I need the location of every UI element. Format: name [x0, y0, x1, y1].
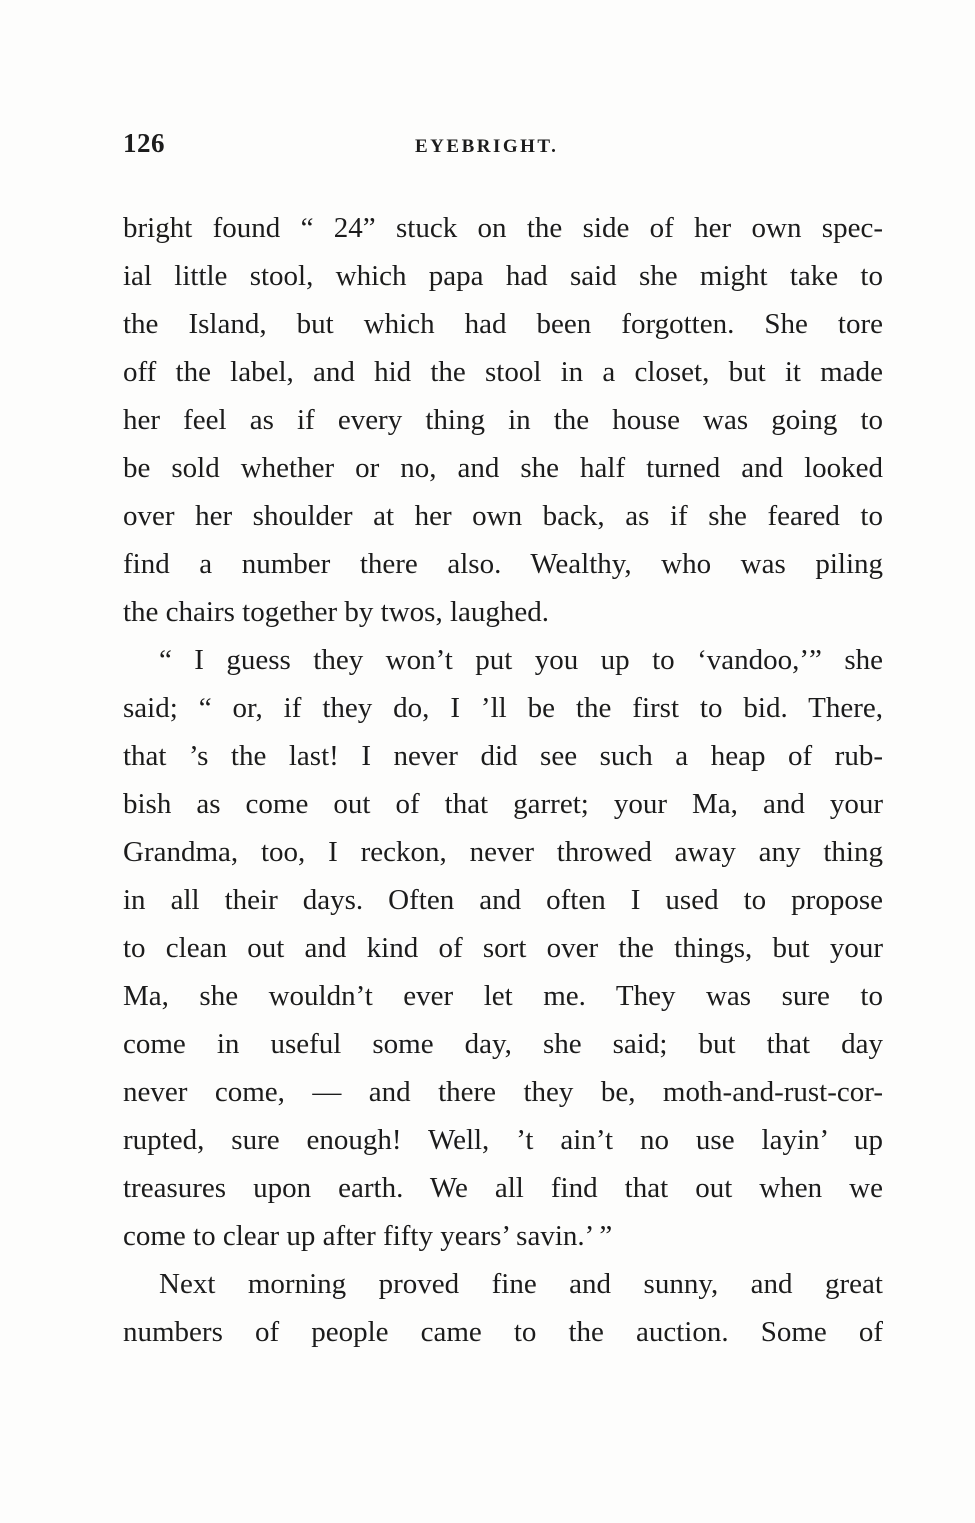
page-number: 126 [123, 128, 165, 158]
text-line: bish as come out of that garret; your Ma, and your [123, 788, 883, 820]
text-line: bright found “ 24” stuck on the side of her own spec- [123, 212, 883, 244]
text-line: come to clear up after fifty years’ savin.’ ” [123, 1220, 613, 1252]
text-line: be sold whether or no, and she half turned and looked [123, 452, 883, 484]
text-line: over her shoulder at her own back, as if she feared to [123, 500, 883, 532]
text-line: off the label, and hid the stool in a closet, but it made [123, 356, 883, 388]
text-line: “ I guess they won’t put you up to ‘vandoo,’” she [159, 644, 883, 676]
text-line: the Island, but which had been forgotten. She tore [123, 308, 883, 340]
text-line: in all their days. Often and often I used to propose [123, 884, 883, 916]
text-line: numbers of people came to the auction. Some of [123, 1316, 883, 1348]
text-line: Ma, she wouldn’t ever let me. They was sure to [123, 980, 883, 1012]
text-line: Grandma, too, I reckon, never throwed away any thing [123, 836, 883, 868]
text-line: treasures upon earth. We all find that out when we [123, 1172, 883, 1204]
text-line: to clean out and kind of sort over the things, but your [123, 932, 883, 964]
text-line: rupted, sure enough! Well, ’t ain’t no use layin’ up [123, 1124, 883, 1156]
text-line: ial little stool, which papa had said she might take to [123, 260, 883, 292]
page-header [123, 128, 883, 168]
body-text [123, 204, 883, 1356]
text-line: never come, — and there they be, moth-and-rust-cor- [123, 1076, 883, 1108]
text-line: Next morning proved fine and sunny, and great [159, 1268, 883, 1300]
text-line: her feel as if every thing in the house was going to [123, 404, 883, 436]
text-line: find a number there also. Wealthy, who was piling [123, 548, 883, 580]
text-line: that ’s the last! I never did see such a heap of rub- [123, 740, 883, 772]
running-head: EYEBRIGHT. [415, 136, 559, 157]
text-line: said; “ or, if they do, I ’ll be the first to bid. There, [123, 692, 883, 724]
text-line: the chairs together by twos, laughed. [123, 596, 550, 628]
text-line: come in useful some day, she said; but that day [123, 1028, 883, 1060]
